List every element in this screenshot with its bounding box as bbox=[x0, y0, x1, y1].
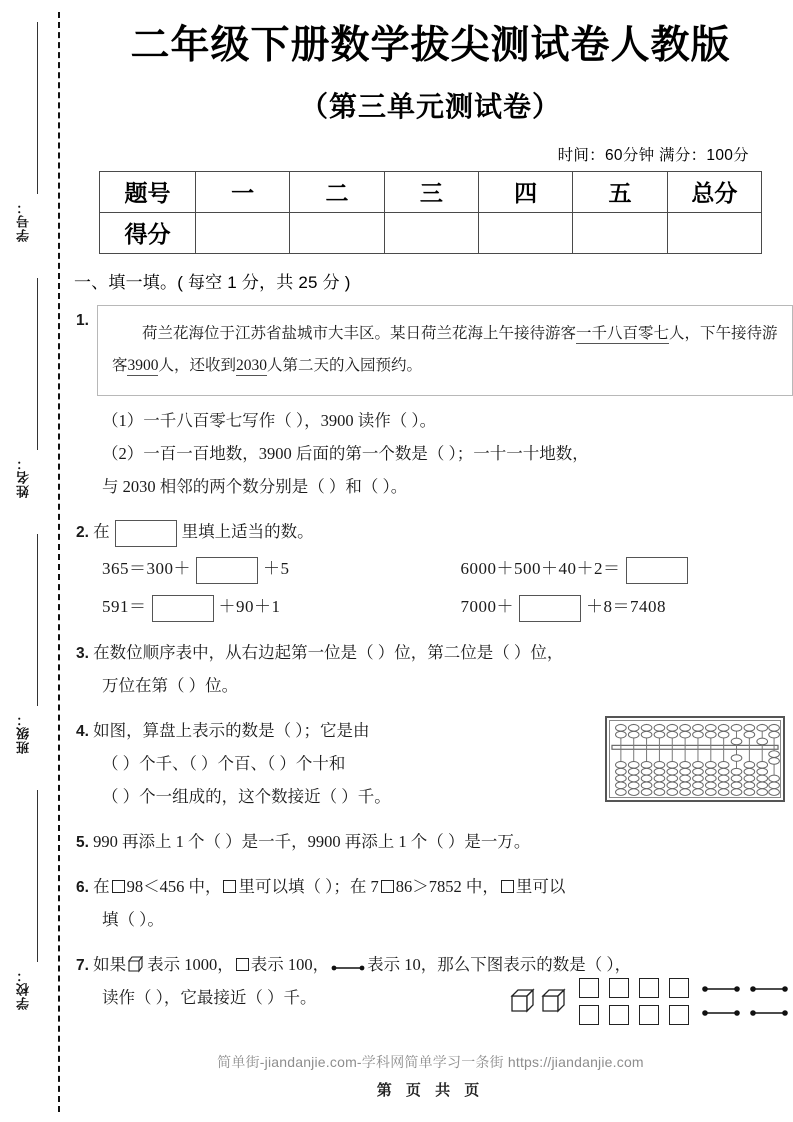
question-6-text-b: 98＜456 中， bbox=[126, 876, 222, 896]
square-icon-r2c3 bbox=[639, 1005, 659, 1025]
score-cell-2[interactable] bbox=[290, 212, 384, 253]
square-grid-group bbox=[579, 978, 689, 1025]
question-1-sub-2-line-1: （2）一百一百地数，3900 后面的第一个数是（ ）；一十一十地数， bbox=[102, 443, 589, 463]
score-table-col-4: 四 bbox=[478, 171, 572, 212]
question-3 bbox=[68, 636, 793, 702]
exam-meta-info: 时间：60分钟 满分：100分 bbox=[557, 146, 749, 164]
blank-square-icon-3[interactable] bbox=[381, 880, 394, 893]
question-6-text-d: 86＞7852 中， bbox=[395, 876, 499, 896]
section-heading-fill-in: 一、填一填。( 每空 1 分，共 25 分 ) bbox=[74, 272, 351, 292]
passage-underline-1807a: 一千八百 bbox=[575, 324, 638, 342]
passage-text-part1: 荷兰花海位于江苏省盐城市大丰区。某日荷兰花海上午接待游客 bbox=[141, 324, 576, 342]
abacus-figure bbox=[605, 716, 785, 802]
score-table-col-total: 总分 bbox=[667, 171, 761, 212]
question-7-text-b: 表示 1000， bbox=[147, 954, 234, 974]
score-table-container bbox=[99, 171, 762, 254]
cube-group bbox=[510, 988, 567, 1014]
question-4-line-3: （ ）个一组成的，这个数接近（ ）千。 bbox=[102, 786, 391, 806]
score-table-label-score: 得分 bbox=[100, 212, 196, 253]
question-4-line-1: 如图，算盘上表示的数是（ ）；它是由 bbox=[93, 720, 370, 740]
question-3-line-1: 在数位顺序表中，从右边起第一位是（ ）位，第二位是（ ）位， bbox=[93, 642, 564, 662]
square-icon-r2c1 bbox=[579, 1005, 599, 1025]
cube-icon-1 bbox=[510, 988, 536, 1014]
score-cell-4[interactable] bbox=[478, 212, 572, 253]
dot-segment-row-2 bbox=[701, 1008, 789, 1018]
question-3-number: 3. bbox=[76, 644, 89, 662]
question-6-number: 6. bbox=[76, 878, 89, 896]
question-2-stem-prefix: 在 bbox=[93, 521, 110, 541]
dot-segment-row-1 bbox=[701, 984, 789, 994]
question-4-number: 4. bbox=[76, 722, 89, 740]
question-1-number: 1. bbox=[76, 311, 89, 329]
question-2-eq3-right: ＋90＋1 bbox=[218, 596, 281, 616]
dot-line-icon-inline bbox=[331, 963, 365, 973]
question-2-number: 2. bbox=[76, 523, 89, 541]
question-2-eq2-fillbox[interactable] bbox=[626, 557, 688, 584]
dot-segment-group bbox=[701, 984, 789, 1018]
page-title: 二年级下册数学拔尖测试卷人教版 bbox=[130, 24, 731, 67]
dot-line-icon-r2s2 bbox=[749, 1008, 789, 1018]
square-icon-r1c1 bbox=[579, 978, 599, 998]
dot-line-icon-r1s2 bbox=[749, 984, 789, 994]
square-icon-r1c3 bbox=[639, 978, 659, 998]
question-1-sub-1: （1）一千八百零七写作（ ），3900 读作（ ）。 bbox=[102, 410, 437, 430]
binding-margin bbox=[0, 0, 68, 1122]
score-cell-1[interactable] bbox=[196, 212, 290, 253]
question-2-equation-3 bbox=[76, 590, 435, 624]
question-2-eq3-fillbox[interactable] bbox=[152, 595, 214, 622]
question-7-text-a: 如果 bbox=[93, 954, 127, 974]
question-2-equation-4 bbox=[435, 590, 793, 624]
abacus-svg bbox=[610, 721, 780, 797]
score-table-col-2: 二 bbox=[290, 171, 384, 212]
square-icon-r1c4 bbox=[669, 978, 689, 998]
question-2-eq3-left: 591＝ bbox=[102, 596, 147, 616]
blank-square-icon-1[interactable] bbox=[112, 880, 125, 893]
score-cell-total[interactable] bbox=[667, 212, 761, 253]
footer-site-credit: 简单街-jiandanjie.com-学科网简单学习一条街 https://jiandanjie.com bbox=[217, 1054, 644, 1070]
sidebar-label-school: 学校： bbox=[16, 968, 31, 1010]
passage-underline-1807b: 零七 bbox=[637, 324, 669, 342]
score-table-col-5: 五 bbox=[573, 171, 667, 212]
question-5-number: 5. bbox=[76, 833, 89, 851]
square-icon-r2c4 bbox=[669, 1005, 689, 1025]
question-5-line-1: 990 再添上 1 个（ ）是一千，9900 再添上 1 个（ ）是一万。 bbox=[93, 831, 531, 851]
sidebar-label-name: 姓名： bbox=[16, 456, 31, 498]
question-6 bbox=[68, 870, 793, 936]
question-7-line-2: 读作（ ），它最接近（ ）千。 bbox=[102, 987, 317, 1007]
question-7 bbox=[68, 948, 793, 1020]
blank-square-icon-2[interactable] bbox=[223, 880, 236, 893]
question-2-eq2-left: 6000＋500＋40＋2＝ bbox=[460, 558, 621, 578]
question-2-eq1-left: 365＝300＋ bbox=[102, 558, 191, 578]
cube-icon-2 bbox=[541, 988, 567, 1014]
question-3-line-2: 万位在第（ ）位。 bbox=[102, 675, 239, 695]
dashed-fold-line bbox=[58, 12, 60, 1112]
score-table-label-question: 题号 bbox=[100, 171, 196, 212]
square-icon-r2c2 bbox=[609, 1005, 629, 1025]
sidebar-rule-1 bbox=[37, 22, 38, 194]
question-6-text-c: 里可以填（ ）；在 7 bbox=[238, 876, 379, 896]
question-1-sub-2-line-2: 与 2030 相邻的两个数分别是（ ）和（ ）。 bbox=[102, 476, 408, 496]
question-2-stem-fillbox[interactable] bbox=[115, 520, 177, 547]
score-cell-3[interactable] bbox=[384, 212, 478, 253]
score-cell-5[interactable] bbox=[573, 212, 667, 253]
question-2 bbox=[68, 515, 793, 624]
question-2-equation-1 bbox=[76, 552, 435, 586]
question-6-line-2: 填（ ）。 bbox=[102, 909, 164, 929]
passage-underline-3900: 3900 bbox=[127, 357, 159, 375]
question-7-symbol-figure bbox=[510, 978, 789, 1025]
score-table bbox=[99, 171, 762, 254]
passage-text-part3: 人，还收到 bbox=[158, 357, 236, 375]
question-1-passage-box bbox=[97, 305, 793, 396]
question-2-eq4-fillbox[interactable] bbox=[519, 595, 581, 622]
score-table-col-3: 三 bbox=[384, 171, 478, 212]
passage-text-part2: 人，下午接待游客 bbox=[111, 324, 778, 375]
exam-page bbox=[68, 0, 793, 1122]
question-2-equation-2 bbox=[435, 552, 793, 586]
sidebar-rule-4 bbox=[37, 790, 38, 962]
question-7-text-d: 表示 10，那么下图表示的数是（ ）， bbox=[367, 954, 632, 974]
cube-icon-inline bbox=[128, 956, 145, 973]
sidebar-rule-2 bbox=[37, 278, 38, 450]
sidebar-label-student-id: 学号： bbox=[16, 200, 31, 242]
page-subtitle: （第三单元测试卷） bbox=[299, 90, 561, 122]
question-1 bbox=[68, 305, 793, 503]
question-2-stem-suffix: 里填上适当的数。 bbox=[181, 521, 314, 541]
question-2-eq1-fillbox[interactable] bbox=[196, 557, 258, 584]
question-7-text-c: 表示 100， bbox=[250, 954, 330, 974]
square-icon-r1c2 bbox=[609, 978, 629, 998]
passage-underline-2030: 2030 bbox=[235, 357, 267, 375]
page-footer bbox=[68, 1052, 793, 1100]
table-row-scores bbox=[100, 212, 762, 253]
square-icon-inline bbox=[236, 958, 249, 971]
question-2-eq4-left: 7000＋ bbox=[460, 596, 514, 616]
score-table-col-1: 一 bbox=[196, 171, 290, 212]
question-6-text-e: 里可以 bbox=[515, 876, 566, 896]
question-6-text-a: 在 bbox=[93, 876, 110, 896]
dot-line-icon-r2s1 bbox=[701, 1008, 741, 1018]
footer-page-number: 第 页 共 页 bbox=[376, 1082, 485, 1099]
sidebar-label-class: 班级： bbox=[16, 712, 31, 754]
passage-text-part4: 人第二天的入园预约。 bbox=[266, 357, 422, 375]
table-row-question-numbers bbox=[100, 171, 762, 212]
question-2-eq1-right: ＋5 bbox=[263, 558, 290, 578]
question-7-number: 7. bbox=[76, 956, 89, 974]
question-2-eq4-right: ＋8＝7408 bbox=[586, 596, 666, 616]
question-5 bbox=[68, 825, 793, 858]
dot-line-icon-r1s1 bbox=[701, 984, 741, 994]
question-4-line-2: （ ）个千、（ ）个百、（ ）个十和 bbox=[102, 753, 346, 773]
question-4 bbox=[68, 714, 793, 813]
blank-square-icon-4[interactable] bbox=[501, 880, 514, 893]
sidebar-rule-3 bbox=[37, 534, 38, 706]
